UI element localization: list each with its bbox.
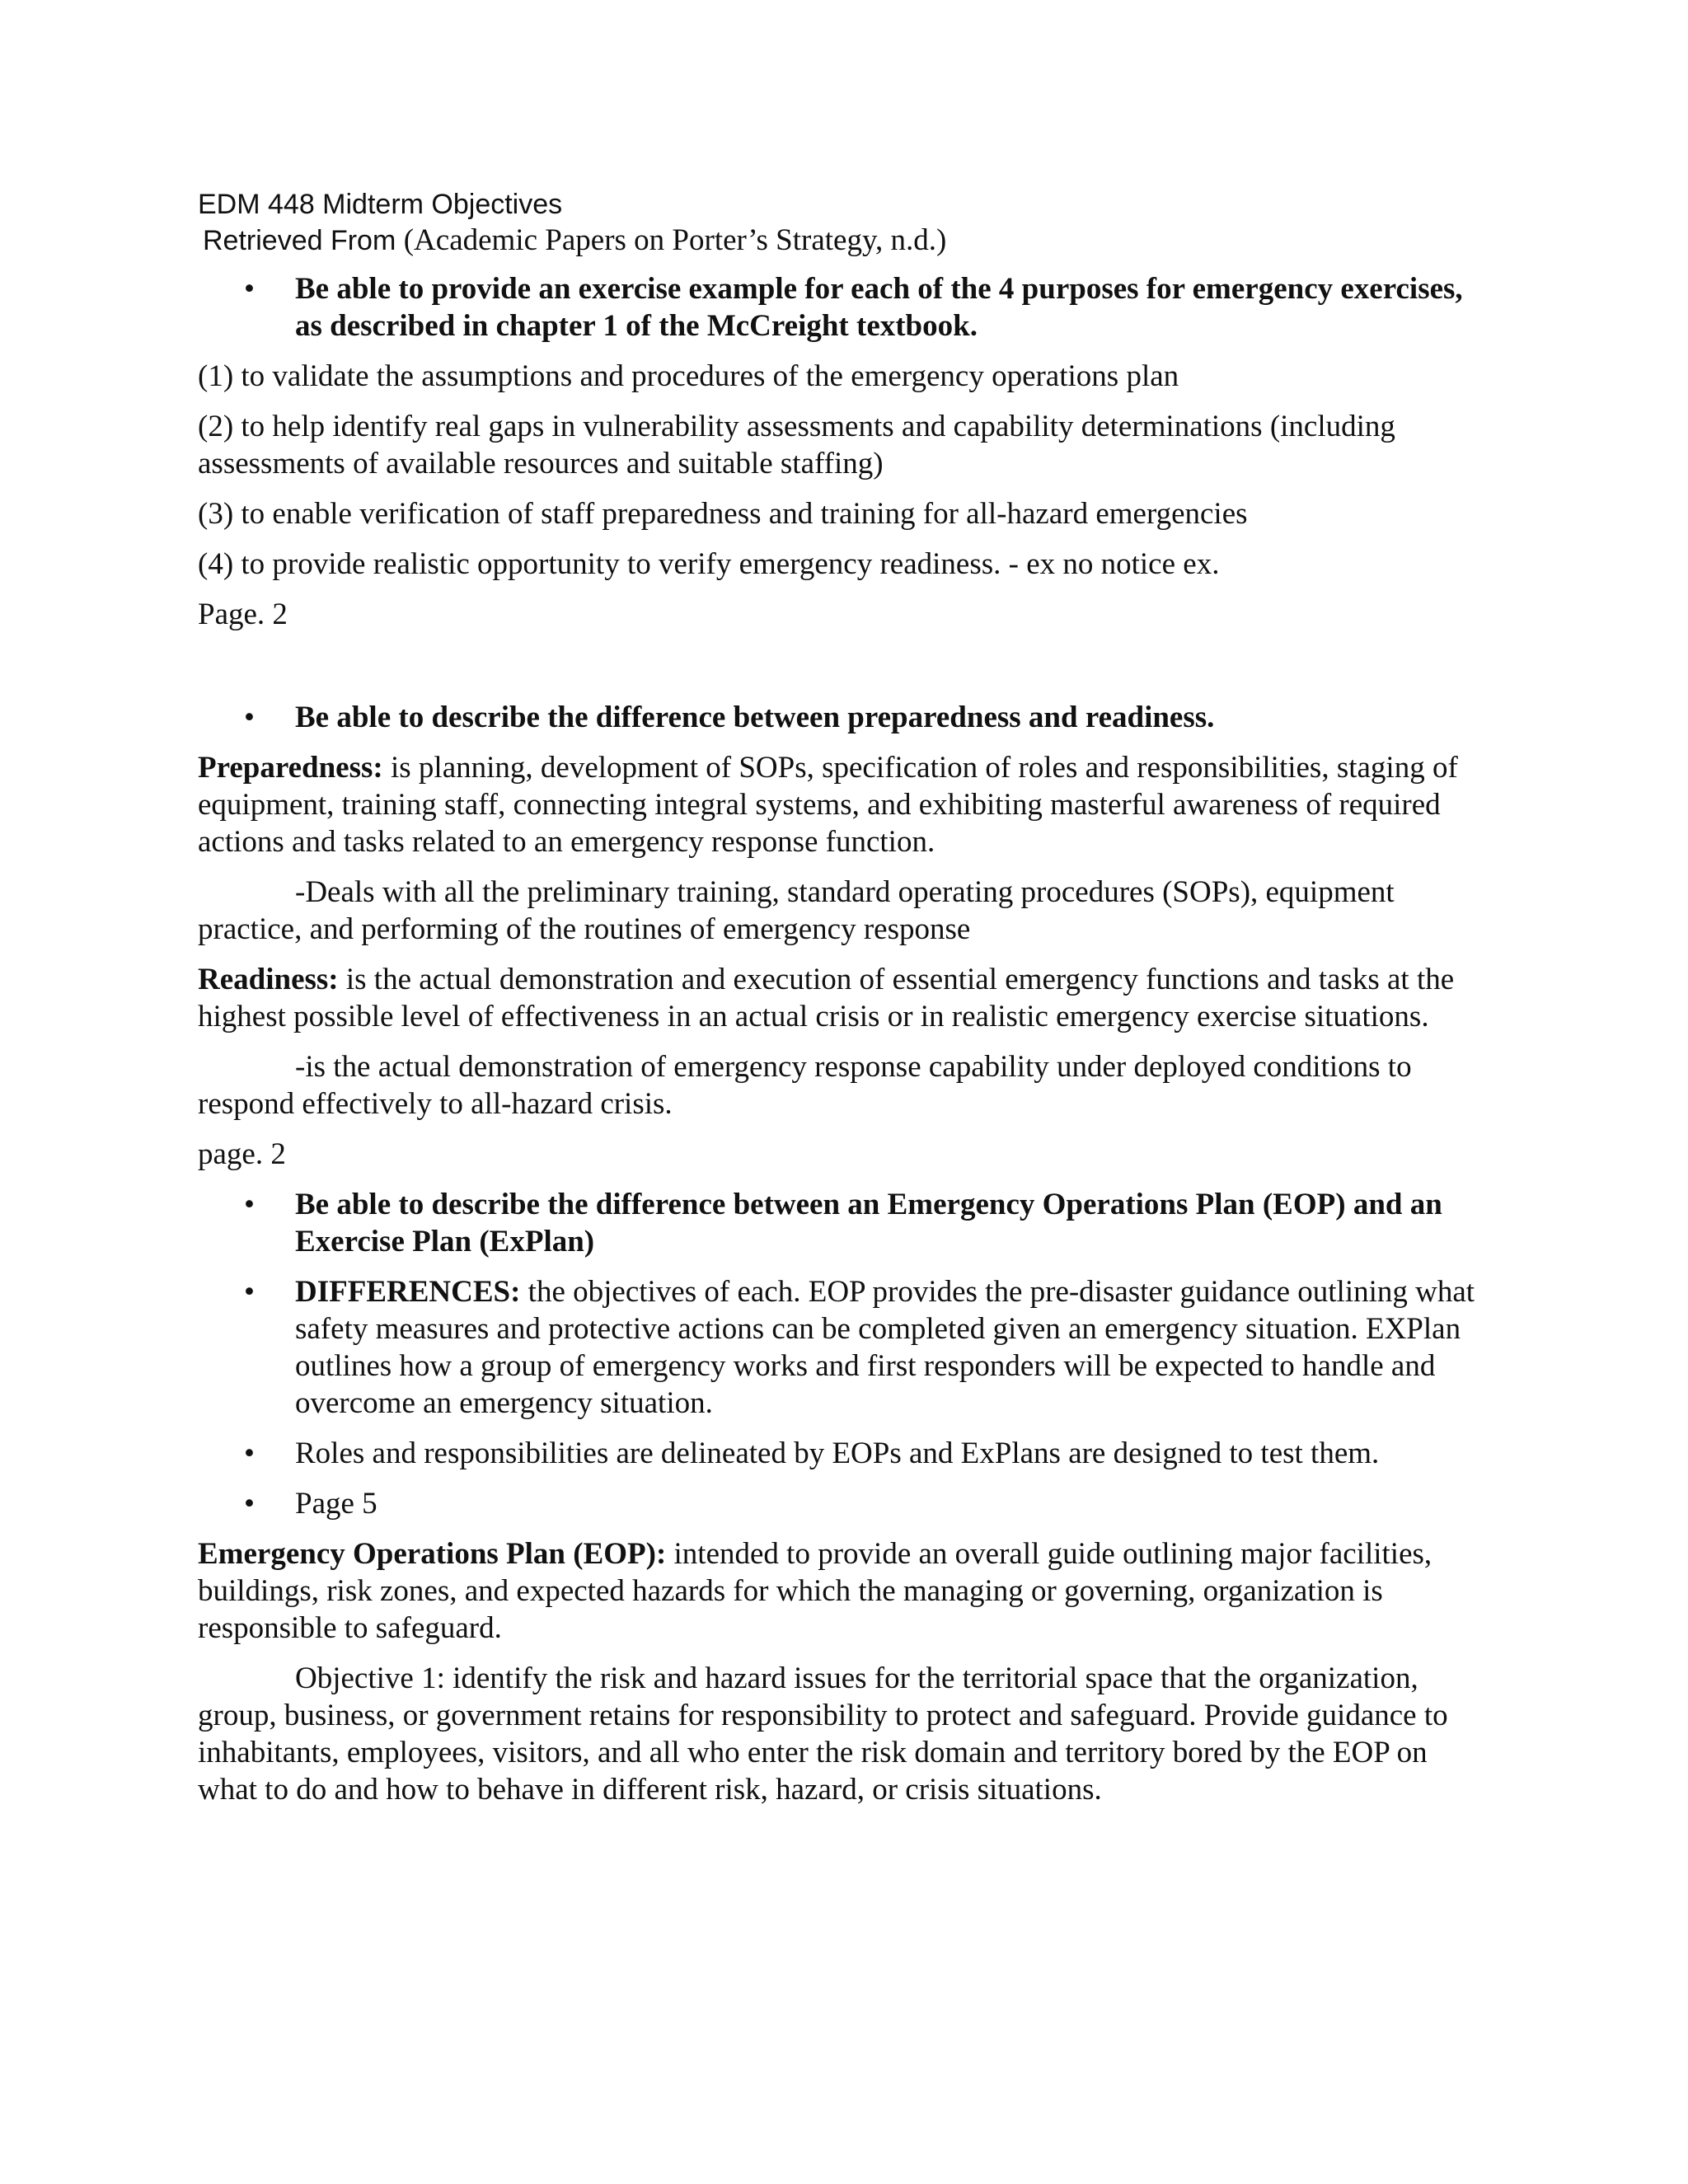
bullet-marker: • [244, 1275, 255, 1309]
purpose-4: (4) to provide realistic opportunity to verify emergency readiness. - ex no notice ex. [198, 547, 1220, 581]
eop-objective-1: Objective 1: identify the risk and hazard issues for the territorial space that the organization, group, business, or government retains for responsibility to protect and safeguard. Provide guidance to inhabitants, employees, visitors, and all who enter the risk domain and territory bored by the EOP on what to do and how to behave in different risk, hazard, or crisis situations. [198, 1661, 1448, 1807]
section-3-page-item [198, 1485, 1484, 1522]
differences-item [198, 1273, 1484, 1422]
retrieved-prefix: Retrieved From [203, 225, 396, 256]
section-3-objective-text: Be able to describe the difference between an Emergency Operations Plan (EOP) and an Exercise Plan (ExPlan) [295, 1188, 1442, 1258]
preparedness-definition [198, 749, 1484, 860]
section-3-bullets [198, 1186, 1484, 1522]
readiness-note: -is the actual demonstration of emergency response capability under deployed conditions to respond effectively to all-hazard crisis. [198, 1050, 1412, 1121]
preparedness-note: -Deals with all the preliminary training, standard operating procedures (SOPs), equipment practice, and performing of the routines of emergency response [198, 875, 1395, 946]
differences-label: DIFFERENCES: [295, 1275, 521, 1309]
roles-text: Roles and responsibilities are delineated by EOPs and ExPlans are designed to test them. [295, 1436, 1380, 1470]
bullet-marker: • [244, 701, 255, 734]
preparedness-label: Preparedness: [198, 751, 383, 785]
document-content [198, 188, 1484, 1821]
bullet-marker: • [244, 1188, 255, 1221]
purpose-2: (2) to help identify real gaps in vulnerability assessments and capability determinations (including assessments of available resources and suitable staffing) [198, 410, 1395, 480]
section-2-objective [198, 699, 1484, 736]
section-1-bullets [198, 270, 1484, 344]
section-1-objective-text: Be able to provide an exercise example for each of the 4 purposes for emergency exercises, as described in chapter 1 of the McCreight textbook. [295, 272, 1463, 343]
preparedness-text: is planning, development of SOPs, specification of roles and responsibilities, staging of equipment, training staff, connecting integral systems, and exhibiting masterful awareness of required actions and tasks related to an emergency response function. [198, 751, 1458, 859]
document-title: EDM 448 Midterm Objectives [198, 189, 563, 220]
readiness-text: is the actual demonstration and execution of essential emergency functions and tasks at the highest possible level of effectiveness in an actual crisis or in realistic emergency exercise situations. [198, 963, 1455, 1033]
section-1-objective [198, 270, 1484, 344]
section-gap [198, 633, 1484, 699]
readiness-definition [198, 961, 1484, 1035]
section-3-objective [198, 1186, 1484, 1260]
eop-definition [198, 1535, 1484, 1647]
eop-label: Emergency Operations Plan (EOP): [198, 1537, 667, 1571]
bullet-marker: • [244, 1487, 255, 1521]
section-2-bullets [198, 699, 1484, 736]
readiness-label: Readiness: [198, 963, 339, 996]
eop-text: intended to provide an overall guide outlining major facilities, buildings, risk zones, and expected hazards for which the managing or governing, organization is responsible to safeguard. [198, 1537, 1432, 1645]
bullet-marker: • [244, 1436, 255, 1470]
section-2-page-ref: page. 2 [198, 1137, 286, 1171]
section-3-page-ref: Page 5 [295, 1487, 377, 1521]
bullet-marker: • [244, 272, 255, 306]
retrieved-source: (Academic Papers on Porter’s Strategy, n.d.) [403, 223, 947, 257]
section-2-objective-text: Be able to describe the difference between preparedness and readiness. [295, 701, 1215, 734]
roles-item [198, 1435, 1484, 1472]
retrieved-from-line [203, 224, 1484, 257]
section-1-page-ref: Page. 2 [198, 598, 288, 631]
purpose-3: (3) to enable verification of staff preparedness and training for all-hazard emergencies [198, 497, 1248, 531]
differences-text: the objectives of each. EOP provides the pre-disaster guidance outlining what safety measures and protective actions can be completed given an emergency situation. EXPlan outlines how a group of emergency works and first responders will be expected to handle and overcome an emergency situation. [295, 1275, 1475, 1420]
purpose-1: (1) to validate the assumptions and procedures of the emergency operations plan [198, 359, 1179, 393]
